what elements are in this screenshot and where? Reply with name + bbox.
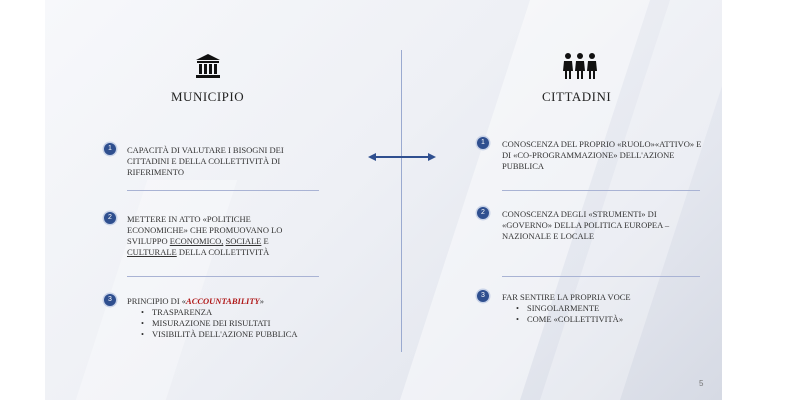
bank-building-icon xyxy=(195,53,221,79)
cittadini-item-2-number: 2 xyxy=(477,207,489,219)
cittadini-separator-1 xyxy=(502,190,700,191)
municipio-item-2: METTERE IN ATTO «POLITICHE ECONOMICHE» CHE PROMUOVANO LO SVILUPPO ECONOMICO, SOCIALE E CULTURALE DELLA COLLETTIVITÀ xyxy=(127,214,283,257)
bullet-visibilita: • VISIBILITÀ DELL'AZIONE PUBBLICA xyxy=(153,329,327,340)
municipio-title: MUNICIPIO xyxy=(171,89,245,104)
municipio-separator-2 xyxy=(127,276,319,277)
cittadini-item-1: CONOSCENZA DEL PROPRIO «RUOLO»«ATTIVO» E DI «CO-PROGRAMMAZIONE» DELL'AZIONE PUBBLICA xyxy=(502,139,702,171)
cittadini-title: CITTADINI xyxy=(542,89,612,104)
people-group-icon xyxy=(563,52,597,80)
page-number: 5 xyxy=(699,379,704,388)
bullet-misurazione: • MISURAZIONE DEI RISULTATI xyxy=(153,318,327,329)
municipio-item-1-number: 1 xyxy=(104,143,116,155)
slide xyxy=(45,0,722,400)
bullet-trasparenza: • TRASPARENZA xyxy=(153,307,327,318)
municipio-item-3-number: 3 xyxy=(104,294,116,306)
double-arrow-icon xyxy=(368,152,436,162)
center-divider xyxy=(401,50,402,352)
cittadini-item-3-number: 3 xyxy=(477,290,489,302)
municipio-item-2-number: 2 xyxy=(104,212,116,224)
municipio-item-1: CAPACITÀ DI VALUTARE I BISOGNI DEI CITTADINI E DELLA COLLETTIVITÀ DI RIFERIMENTO xyxy=(127,145,284,177)
bullet-collettivita: • COME «COLLETTIVITÀ» xyxy=(528,314,702,325)
cittadini-item-2: CONOSCENZA DEGLI «STRUMENTI» DI «GOVERNO» DELLA POLITICA EUROPEA – NAZIONALE E LOCALE xyxy=(502,209,670,241)
municipio-separator-1 xyxy=(127,190,319,191)
cittadini-separator-2 xyxy=(502,276,700,277)
cittadini-item-3: FAR SENTIRE LA PROPRIA VOCE • SINGOLARMENTE • COME «COLLETTIVITÀ» xyxy=(502,292,702,325)
municipio-item-3: PRINCIPIO DI «ACCOUNTABILITY» • TRASPARENZA • MISURAZIONE DEI RISULTATI • VISIBILITÀ DELL'AZIONE PUBBLICA xyxy=(127,296,327,340)
cittadini-item-1-number: 1 xyxy=(477,137,489,149)
bullet-singolarmente: • SINGOLARMENTE xyxy=(528,303,702,314)
